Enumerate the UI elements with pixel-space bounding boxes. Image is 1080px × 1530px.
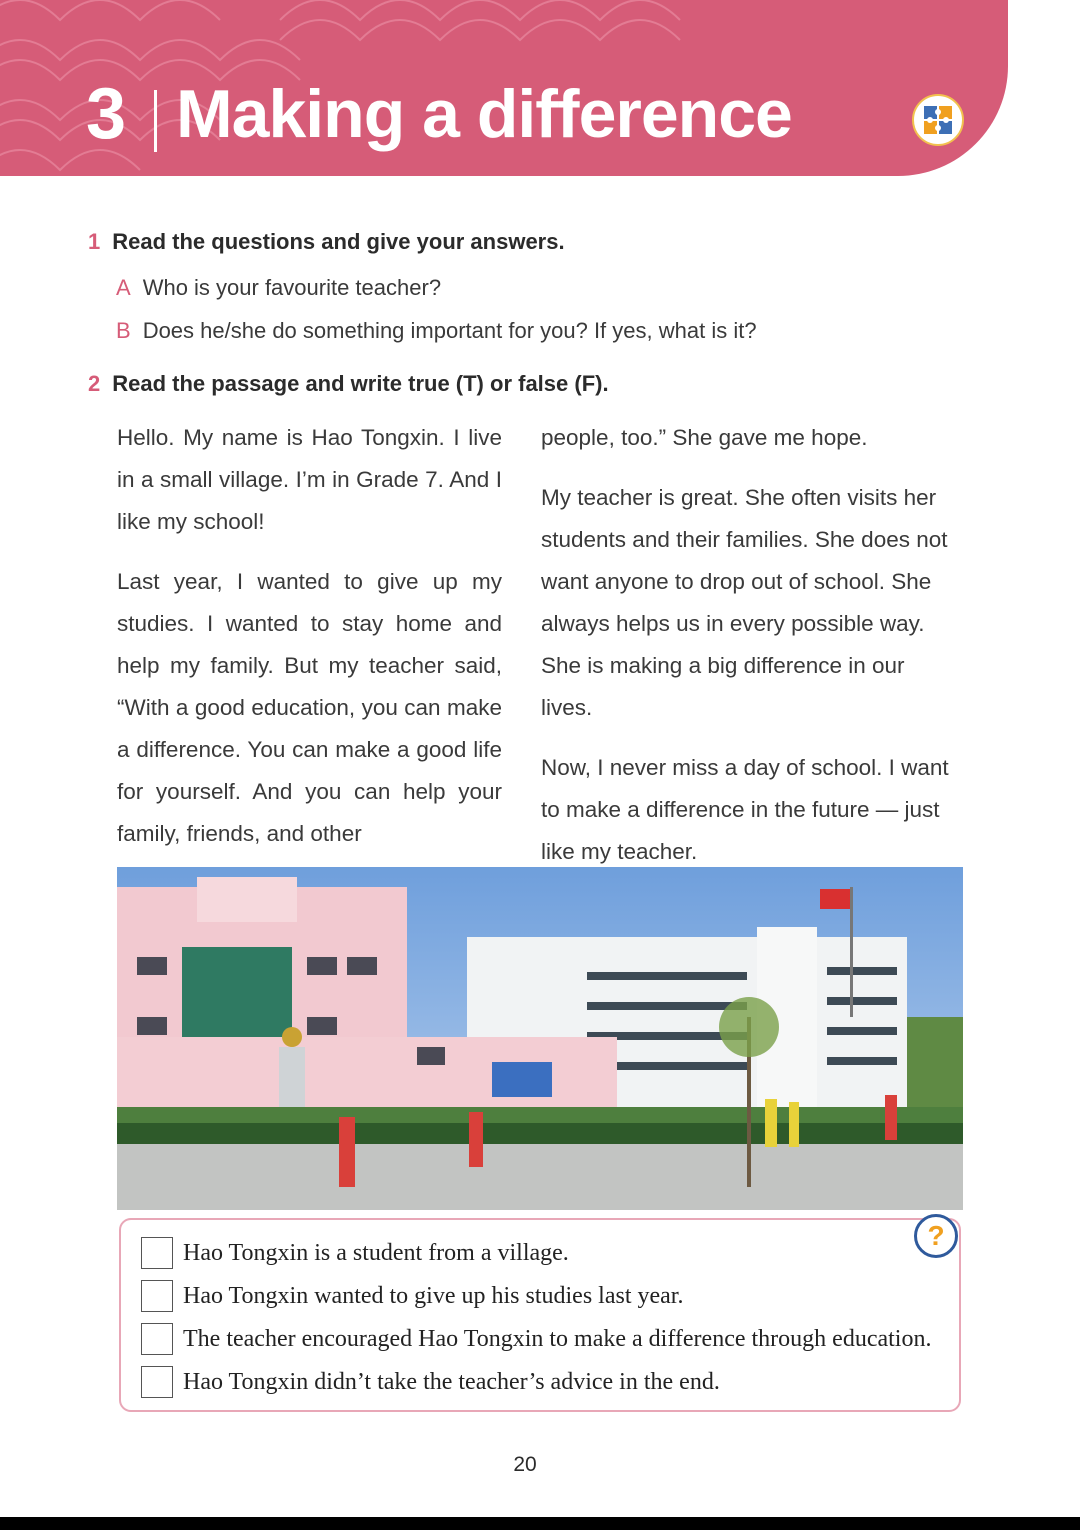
passage-paragraph: Now, I never miss a day of school. I want to make a difference in the future — just like my teacher. (541, 755, 949, 864)
page-number: 20 (513, 1453, 537, 1476)
statement-row (141, 1236, 569, 1270)
exercise-1-instruction: Read the questions and give your answers. (112, 229, 565, 254)
passage-paragraph: My teacher is great. She often visits her students and their families. She does not want anyone to drop out of school. She always helps us in every possible way. She is making a big difference in our lives. (541, 485, 948, 720)
passage-paragraph: Hello. My name is Hao Tongxin. I live in a small village. I’m in Grade 7. And I like my school! (117, 425, 502, 534)
statement-text: Hao Tongxin didn’t take the teacher’s advice in the end. (183, 1368, 720, 1395)
passage-left-column (117, 417, 502, 855)
question-text: Who is your favourite teacher? (142, 275, 442, 300)
exercise-1-number: 1 (88, 229, 101, 254)
statement-text: Hao Tongxin wanted to give up his studies last year. (183, 1282, 684, 1309)
answer-box[interactable] (141, 1366, 173, 1398)
question-text: Does he/she do something important for you? If yes, what is it? (142, 318, 757, 343)
answer-box[interactable] (141, 1237, 173, 1269)
puzzle-icon (912, 94, 964, 146)
exercise-2-heading (88, 371, 609, 397)
statements-box (119, 1218, 961, 1412)
school-illustration (117, 867, 963, 1210)
question-letter: B (116, 318, 131, 343)
exercise-2-instruction: Read the passage and write true (T) or false (F). (112, 371, 609, 396)
question-a (116, 275, 441, 301)
statement-text: Hao Tongxin is a student from a village. (183, 1239, 569, 1266)
unit-number: 3 (86, 74, 127, 154)
passage-paragraph: people, too.” She gave me hope. (541, 425, 868, 450)
passage-paragraph: Last year, I wanted to give up my studies. I wanted to stay home and help my family. But my teacher said, “With a good education, you can make a difference. You can make a good life for yourself. And you can help your family, friends, and other (117, 569, 502, 846)
statement-row (141, 1279, 683, 1313)
school-photo (117, 867, 963, 1210)
title-divider (154, 90, 157, 152)
question-mark-icon[interactable]: ? (914, 1214, 958, 1258)
passage-right-column (541, 417, 957, 873)
bottom-bar (0, 1517, 1080, 1530)
answer-box[interactable] (141, 1280, 173, 1312)
question-b (116, 318, 757, 344)
exercise-1-heading (88, 229, 565, 255)
statement-text: The teacher encouraged Hao Tongxin to make a difference through education. (183, 1325, 932, 1352)
unit-title: Making a difference (176, 76, 792, 152)
unit-banner (0, 0, 1008, 176)
statement-row (141, 1322, 931, 1356)
exercise-2-number: 2 (88, 371, 101, 396)
statement-row (141, 1365, 720, 1399)
question-letter: A (116, 275, 131, 300)
answer-box[interactable] (141, 1323, 173, 1355)
